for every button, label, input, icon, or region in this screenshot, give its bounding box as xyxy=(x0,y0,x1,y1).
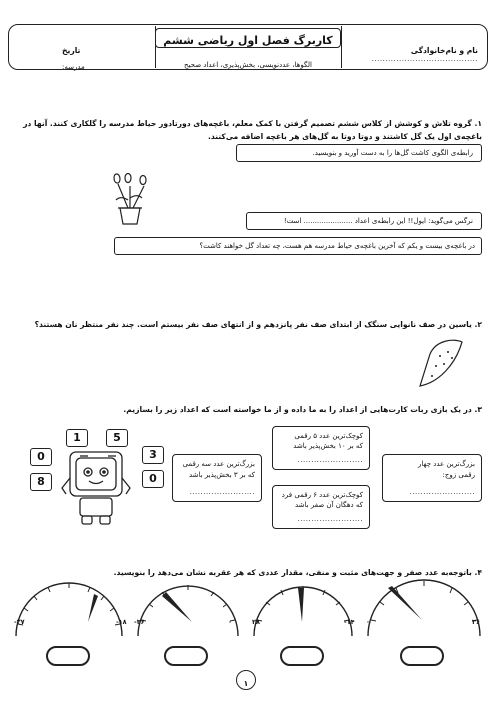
card-largest-3digit-div3: بزرگ‌ترین عدد سه رقمی که بر ۳ بخش‌پذیر باشد ........................ xyxy=(172,454,262,502)
gauge-3 xyxy=(248,574,358,644)
card-largest-even-4digit: بزرگ‌ترین عدد چهار رقمی زوج: ........................ xyxy=(382,454,482,502)
robot-illustration xyxy=(58,448,134,528)
gauge-4 xyxy=(362,574,486,644)
gauge-2-label-left: -۳۶ xyxy=(134,618,145,626)
number-tile[interactable]: 0 xyxy=(142,470,164,488)
page-number: ۱ xyxy=(236,670,256,690)
gauge-2-answer-oval[interactable] xyxy=(164,646,208,666)
title-divider-right xyxy=(341,26,342,68)
number-tile[interactable]: 8 xyxy=(30,473,52,491)
q1-question-box: در باغچه‌ی بیست و یکم که آخرین باغچه‌ی حیاط مدرسه هم هست، چه تعداد گل خواهند کاشت؟ xyxy=(114,237,482,255)
school-label: مدرسه: xyxy=(62,63,85,71)
q4-text: ۴. باتوجه‌به عدد صفر و جهت‌های مثبت و منفی، مقدار عددی که هر عقربه نشان می‌دهد را بنویسید. xyxy=(113,568,482,577)
q1-text-line2: باغچه‌ی اول یک گل کاشتند و دوتا دوتا به گل‌های هر باغچه اضافه می‌کنند. xyxy=(207,132,482,141)
number-tile[interactable]: 5 xyxy=(106,429,128,447)
gauge-3-answer-oval[interactable] xyxy=(280,646,324,666)
number-tile[interactable]: 0 xyxy=(30,448,52,466)
gauge-4-answer-oval[interactable] xyxy=(400,646,444,666)
date-label: تاریخ xyxy=(62,46,81,55)
gauge-1-label-left: -۲۷ xyxy=(14,618,25,626)
gauge-3-label-right: -۱۴ xyxy=(344,618,355,626)
gauge-2 xyxy=(132,574,244,644)
number-tile[interactable]: 1 xyxy=(66,429,88,447)
card-smallest-5digit-div10: کوچک‌ترین عدد ۵ رقمی که بر ۱۰ بخش‌پذیر باشد ........................ xyxy=(272,426,370,470)
title-divider-left xyxy=(155,26,156,68)
name-label: نام و نام‌خانوادگی xyxy=(410,46,478,55)
title-banner: کاربرگ فصل اول ریاضی ششم xyxy=(155,28,341,48)
gauge-1-answer-oval[interactable] xyxy=(46,646,90,666)
q3-text: ۳. در یک بازی ربات کارت‌هایی از اعداد را به ما داده و از ما خواسته است که اعداد زیر را بسازیم. xyxy=(123,405,482,414)
gauge-2-label-right: ۰ xyxy=(228,618,232,626)
gauge-3-label-left: ۲۸ xyxy=(252,618,260,626)
gauge-1 xyxy=(10,574,128,644)
number-tile[interactable]: 3 xyxy=(142,446,164,464)
flower-pot-illustration xyxy=(100,168,160,228)
q1-text-line1: ۱. گروه تلاش و کوشش از کلاس ششم تصمیم گرفتن با کمک معلم، باغچه‌های دورتادور حیاط مدرسه را گلکاری کنند. آنها در xyxy=(23,119,482,128)
gauge-1-label-right: -۱۸ xyxy=(116,618,127,626)
q1-box2: نرگس می‌گوید: ایول!! این رابطه‌ی اعداد ...................... است! xyxy=(246,212,482,230)
bread-icon xyxy=(410,334,470,394)
q1-box1: رابطه‌ی الگوی کاشت گل‌ها را به دست آورید و بنویسید. xyxy=(236,144,482,162)
name-field[interactable]: ....................................... xyxy=(371,55,478,63)
gauge-4-label-right: ۳۶ xyxy=(472,618,480,626)
q2-text: ۲. یاسین در صف نانوایی سنگک از ابتدای صف نفر پانزدهم و از انتهای صف نفر بیستم است. چند نفر منتظر نان هستند؟ xyxy=(34,320,482,329)
card-smallest-6digit-odd: کوچک‌ترین عدد ۶ رقمی فرد که دهگان آن صفر باشد ........................ xyxy=(272,485,370,529)
subtitle: الگوها، عددنویسی، بخش‌پذیری، اعداد صحیح xyxy=(184,61,312,69)
gauge-4-label-left: ۰ xyxy=(366,618,370,626)
